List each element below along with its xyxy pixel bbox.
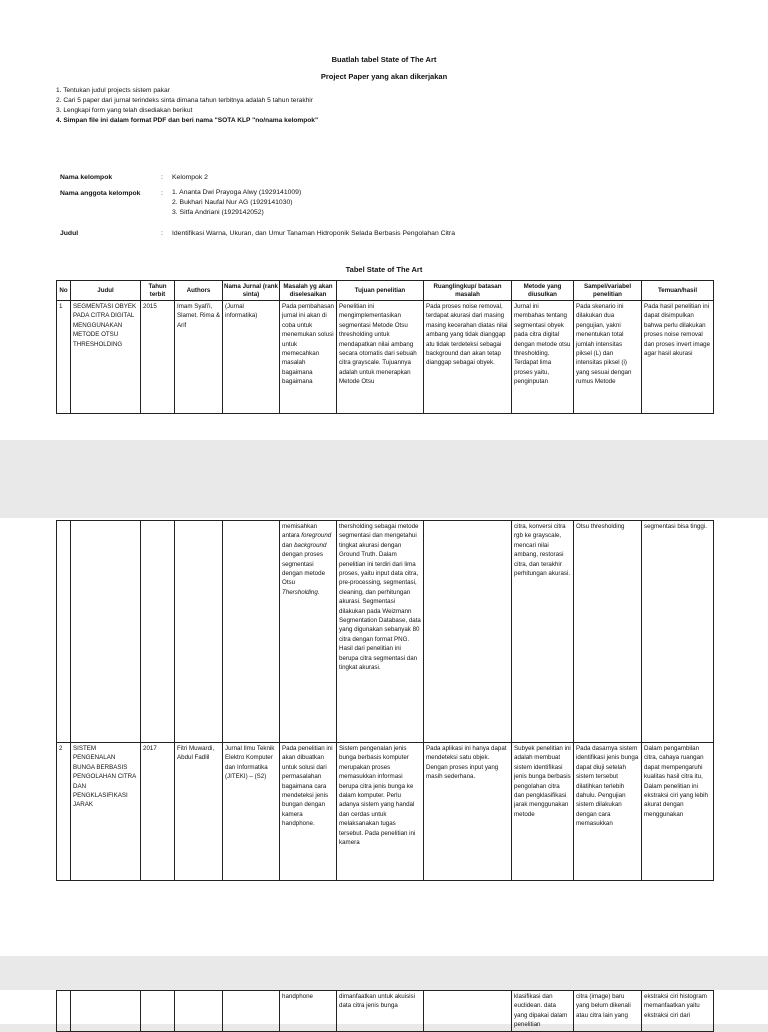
document-page-3	[0, 990, 768, 1029]
column-header: Tujuan penelitian	[337, 281, 424, 301]
document-page-1	[0, 0, 768, 440]
instruction-item: 2. Cari 5 paper dari jurnal terindeks sinta dimana tahun terbitnya adalah 5 tahun terakhir	[56, 97, 313, 104]
cell-title	[71, 991, 141, 1032]
cell-authors	[175, 521, 223, 743]
cell-authors	[175, 991, 223, 1032]
cell-method: klasifikasi dan euclidean. data yang dipakai dalam penelitian	[512, 991, 574, 1032]
cell-method: Subyek penelitian ini adalah membuat sistem identifikasi jenis bunga berbasis pengolahan citra dan pengklasifikasi jarak menggunakan metode	[512, 743, 574, 881]
members-label: Nama anggota kelompok	[60, 190, 141, 197]
cell-problem: Pada pembahasan jurnal ini akan di coba untuk menemukan solusi untuk memecahkan masalah bagaimana bagaimana	[280, 301, 337, 414]
column-header: Judul	[71, 281, 141, 301]
cell-authors: Imam Syafi'i, Slamet. Rima & Arif	[175, 301, 223, 414]
cell-findings: Dalam pengambilan citra, cahaya ruangan dapat mempengaruhi kualitas hasil citra itu, Dalam penelitian ini ekstraksi ciri yang lebih akurat dengan menggunakan	[642, 743, 714, 881]
table-row	[57, 521, 714, 743]
document-page-2	[0, 518, 768, 956]
text-span: memisahkan antara	[282, 523, 318, 540]
instruction-item: 4. Simpan file ini dalam format PDF dan beri nama "SOTA KLP "no/nama kelompok"	[56, 117, 319, 124]
cell-scope	[424, 991, 512, 1032]
column-header: Metode yang diusulkan	[512, 281, 574, 301]
cell-problem: handphone	[280, 991, 337, 1032]
column-header: Ruanglingkup/ batasan masalah	[424, 281, 512, 301]
cell-no: 2	[57, 743, 71, 881]
table-header-row	[57, 281, 714, 301]
cell-objective: Penelitian ini mengimplementasikan segmentasi Metode Otsu thresholding untuk mendapatkan nilai ambang secara otomatis dari sebuah citra grayscale. Tujuannya adalah untuk menerapkan Metode Otsu	[337, 301, 424, 414]
cell-scope	[424, 521, 512, 743]
instruction-item: 3. Lengkapi form yang telah disediakan berikut	[56, 107, 193, 114]
table-row	[57, 991, 714, 1032]
cell-objective: Sistem pengenalan jenis bunga berbasis komputer merupakan proses memasukkan informasi berupa citra jenis bunga ke dalam komputer. Perlu adanya sistem yang handal dan cerdas untuk melaksanakan tugas tersebut. Pada penelitian ini kamera	[337, 743, 424, 881]
cell-no	[57, 991, 71, 1032]
table-row	[57, 301, 714, 414]
cell-method: citra, konversi citra rgb ke grayscale, mencari nilai ambang, restorasi citra, dan terakhir perhitungan akurasi.	[512, 521, 574, 743]
column-header: Nama Jurnal (rank sinta)	[223, 281, 280, 301]
table-title: Tabel State of The Art	[345, 265, 423, 274]
cell-authors: Fitri Muwardi, Abdul Fadlil	[175, 743, 223, 881]
cell-sample: Otsu thresholding	[574, 521, 642, 743]
text-span: background	[294, 541, 327, 549]
cell-method: Jurnal ini membahas tentang segmentasi obyek pada citra digital dengan metode otsu thresholding. Terdapat lima proses yaitu, penginputan	[512, 301, 574, 414]
cell-findings: segmentasi bisa tinggi.	[642, 521, 714, 743]
cell-objective: dimanfaatkan untuk akuisisi data citra jenis bunga	[337, 991, 424, 1032]
member-item: 2. Bukhari Naufal Nur AG (1929141030)	[172, 199, 293, 206]
cell-year	[141, 991, 175, 1032]
member-item: 3. Sitfa Andriani (1929142052)	[172, 209, 264, 216]
cell-findings: ekstraksi ciri histogram memanfaatkan yaitu ekstraksi ciri dari	[642, 991, 714, 1032]
column-header: No	[57, 281, 71, 301]
cell-journal	[223, 991, 280, 1032]
title-value: Identifikasi Warna, Ukuran, dan Umur Tanaman Hidroponik Selada Berbasis Pengolahan Citra	[172, 230, 455, 237]
cell-title: SISTEM PENGENALAN BUNGA BERBASIS PENGOLAHAN CITRA DAN PENGKLASIFIKASI JARAK	[71, 743, 141, 881]
cell-journal	[223, 521, 280, 743]
colon: :	[161, 190, 163, 197]
column-header: Temuan/hasil	[642, 281, 714, 301]
text-span: dan	[282, 541, 293, 549]
colon: :	[161, 230, 163, 237]
state-of-art-table-continued	[56, 990, 714, 1032]
cell-journal: Jurnal Ilmu Teknik Elektro Komputer dan Informatika (JITEKI) – (S2)	[223, 743, 280, 881]
text-span: dengan proses segmentasi dengan metode Otsu	[282, 551, 326, 587]
document-title: Buatlah tabel State of The Art	[331, 55, 437, 64]
cell-year	[141, 521, 175, 743]
cell-scope: Pada proses noise removal, terdapat akurasi dari masing masing kecerahan diatas nilai ambang yang tidak dianggap atu tidak terdeteksi sebagai background dan akan tetap dianggap sebagai obyek.	[424, 301, 512, 414]
cell-journal: (Jurnal informatika)	[223, 301, 280, 414]
cell-sample: citra (image) baru yang belum dikenali atau citra lain yang	[574, 991, 642, 1032]
state-of-art-table	[56, 280, 714, 414]
column-header: Masalah yg akan diselesaikan	[280, 281, 337, 301]
member-item: 1. Ananta Dwi Prayoga Alwy (1929141009)	[172, 189, 302, 196]
text-span: Thersholding.	[282, 588, 320, 596]
cell-title: SEGMENTASI OBYEK PADA CITRA DIGITAL MENGGUNAKAN METODE OTSU THRESHOLDING	[71, 301, 141, 414]
colon: :	[161, 174, 163, 181]
cell-no	[57, 521, 71, 743]
cell-year: 2017	[141, 743, 175, 881]
table-row	[57, 743, 714, 881]
document-subtitle: Project Paper yang akan dikerjakan	[320, 72, 448, 81]
cell-scope: Pada aplikasi ini hanya dapat mendeteksi satu objek. Dengan proses input yang masih sederhana.	[424, 743, 512, 881]
cell-year: 2015	[141, 301, 175, 414]
cell-problem: Pada penelitian ini akan dibuatkan untuk solusi dari permasalahan bagaimana cara mendeteksi jenis bungan dengan kamera handphone.	[280, 743, 337, 881]
cell-findings: Pada hasil penelitian ini dapat disimpulkan bahwa perlu dilakukan proses noise removal dan proses invert image agar hasil akurasi	[642, 301, 714, 414]
column-header: Tahun terbit	[141, 281, 175, 301]
column-header: Authors	[175, 281, 223, 301]
cell-sample: Pada dasarnya sistem identifikasi jenis bunga dapat diuji setelah sistem tersebut dilatihkan terlebih dahulu. Pengujian sistem dilakukan dengan cara memasukkan	[574, 743, 642, 881]
instruction-item: 1. Tentukan judul projects sistem pakar	[56, 87, 170, 94]
group-name-label: Nama kelompok	[60, 174, 113, 181]
column-header: Sampel/variabel penelitian	[574, 281, 642, 301]
title-label: Judul	[60, 230, 79, 237]
group-name-value: Kelompok 2	[172, 174, 208, 181]
cell-title	[71, 521, 141, 743]
text-span: foreground	[301, 532, 332, 540]
cell-sample: Pada skenario ini dilakukan dua pengujian, yakni menentukan total jumlah intensitas piksel (L) dan intensitas piksel (i) yang sesuai dengan rumus Metode	[574, 301, 642, 414]
instruction-list	[56, 86, 318, 126]
cell-problem	[280, 521, 337, 743]
state-of-art-table-continued	[56, 520, 714, 881]
cell-no: 1	[57, 301, 71, 414]
cell-objective: thersholding sebagai metode segmentasi dan mengetahui tingkat akurasi dengan Ground Truth. Dalam penelitian ini terdiri dari lima proses, yaitu input data citra, pre-processing, segmentasi, cleaning, dan perhitungan akurasi. Segmentasi dilakukan pada Weizmann Segmentation Database, data yang digunakan sebanyak 80 citra dengan format PNG. Hasil dari penelitian ini berupa citra segmentasi dan tingkat akurasi.	[337, 521, 424, 743]
members-list	[172, 188, 301, 218]
